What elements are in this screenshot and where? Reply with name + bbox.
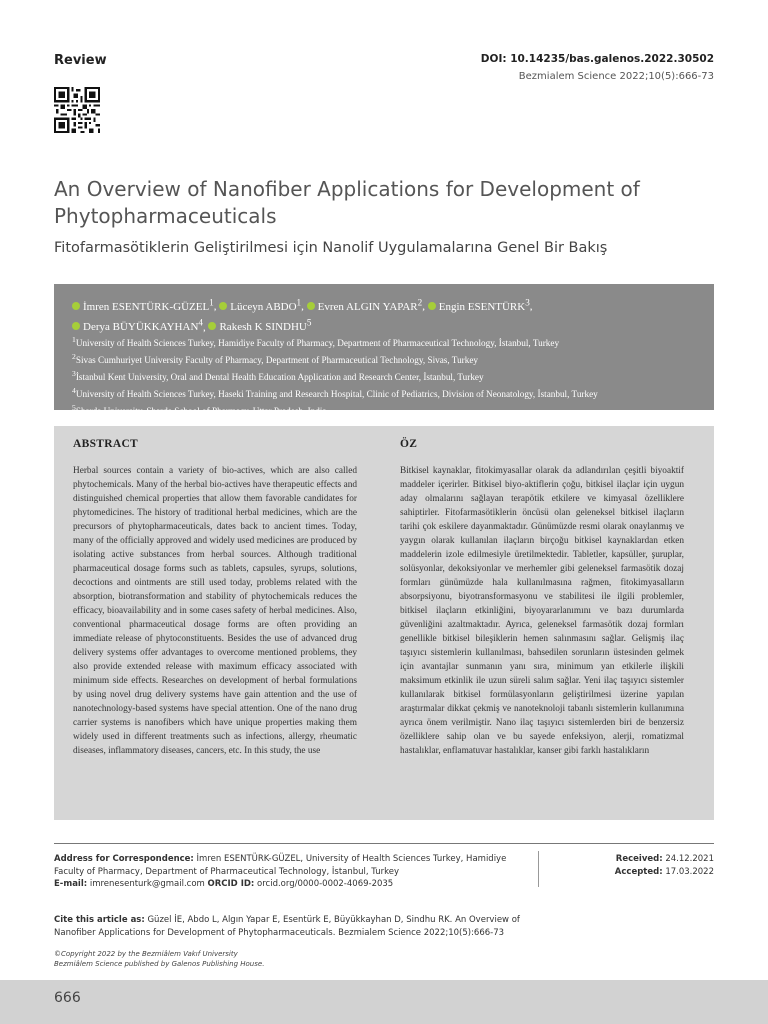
qr-code-icon — [54, 87, 100, 133]
authors-panel — [54, 284, 714, 417]
author[interactable]: İmren ESENTÜRK-GÜZEL$^1$ — [72, 301, 214, 313]
received-label: Received: — [615, 854, 663, 864]
copyright-notice: ©Copyright 2022 by the Bezmiâlem Vakıf University Bezmiâlem Science published by Galenos Publishing House. — [54, 950, 265, 968]
oz-heading: ÖZ — [400, 438, 418, 450]
divider-vertical — [538, 851, 539, 887]
citation-block — [54, 914, 524, 939]
page-number: 666 — [54, 990, 81, 1006]
citation-text: Güzel İE, Abdo L, Algın Yapar E, Esentürk E, Büyükkayhan D, Sindhu RK. An Overview of Nanofiber Applications for Development of Phytopharmaceuticals. Bezmialem Science 2022;10(5):666-73 — [54, 915, 520, 938]
author[interactable]: Derya BÜYÜKKAYHAN$^4$ — [72, 321, 203, 333]
abstract-panel — [54, 426, 714, 820]
email-link[interactable]: imrenesenturk@gmail.com — [89, 879, 205, 889]
orcid-icon[interactable] — [72, 322, 80, 330]
doi[interactable]: DOI: 10.14235/bas.galenos.2022.30502 — [480, 53, 714, 65]
author[interactable]: Engin ESENTÜRK$^3$ — [428, 301, 530, 313]
abstract-turkish — [400, 438, 684, 758]
divider — [54, 843, 714, 844]
journal-reference: Bezmialem Science 2022;10(5):666-73 — [518, 71, 714, 82]
abstract-heading: ABSTRACT — [73, 438, 139, 450]
email-label: E-mail: — [54, 879, 88, 889]
abstract-text: Herbal sources contain a variety of bio-actives, which are also called phytochemicals. Many of the herbal bio-actives have therapeutic effects and distinguished chemical properties that allow them favorable candidates for phytomedicines. The history of traditional herbal medicines, which are the precursors of phytopharmaceuticals, dates back to ancient times. Today, many of the officially approved and widely used medicines are produced by isolating active substances from herbal sources. Although traditional pharmaceutical dosage forms such as tablets, capsules, syrups, solutions, decoctions and ointments are still used today, problems related with the absorption, biotransformation and stability of phytochemicals reduces the efficacy, bioavailability and in some cases safety of herbal medicines. Also, conventional pharmaceutical dosage forms are often providing an immediate release of phytoconstituents. Besides the use of advanced drug delivery systems offer advantages to overcome mentioned problems, they also provide extended release with maximum efficacy associated with minimum side effects. Researches on development of herbal formulations by using novel drug delivery systems have gain attention and the use of nanotechnology-based systems have special attention. One of the nano drug carrier systems is nanofibers which have unique properties making them widely used in different treatments such as infections, allergy, rheumatic diseases, inflammatory diseases, cancers, etc. In this study, the use — [73, 466, 357, 756]
author[interactable]: Evren ALGIN YAPAR$^2$ — [307, 301, 423, 313]
orcid-icon[interactable] — [219, 302, 227, 310]
affiliation: $^3$İstanbul Kent University, Oral and Dental Health Education Application and Research Center, İstanbul, Turkey — [72, 369, 484, 383]
orcid-icon[interactable] — [72, 302, 80, 310]
orcid-link[interactable]: orcid.org/0000-0002-4069-2035 — [257, 879, 394, 889]
affiliation: $^1$University of Health Sciences Turkey, Hamidiye Faculty of Pharmacy, Department of Pharmaceutical Technology, İstanbul, Turkey — [72, 335, 560, 349]
received-date: 24.12.2021 — [665, 854, 714, 864]
author[interactable]: Lüceyn ABDO$^1$ — [219, 301, 301, 313]
affiliation: $^5$Sharda University, Sharda School of Pharmacy, Uttar Pradesh, India — [72, 403, 327, 417]
orcid-icon[interactable] — [428, 302, 436, 310]
author-list: İmren ESENTÜRK-GÜZEL$^1$, Lüceyn ABDO$^1$, Evren ALGIN YAPAR$^2$, Engin ESENTÜRK$^3$, Derya BÜYÜKKAYHAN$^4$, Rakesh K SINDHU$^5$ — [72, 294, 702, 335]
affiliation: $^2$Sivas Cumhuriyet University Faculty of Pharmacy, Department of Pharmaceutical Technology, Sivas, Turkey — [72, 352, 478, 366]
oz-text: Bitkisel kaynaklar, fitokimyasallar olarak da adlandırılan çeşitli biyoaktif maddeler içerirler. Bitkisel biyo-aktiflerin çoğu, bitkisel ilaçlar için uygun aday olmalarını sağlayan terapötik etkilere ve kimyasal özelliklere sahiptirler. Fitofarmasötiklerin öncüsü olan geleneksel bitkisel ilaçların tarihi çok eskilere dayanmaktadır. Günümüzde resmi olarak onaylanmış ve yaygın olarak kullanılan ilaçların birçoğu bitkisel kaynaklardan etken maddelerin izole edilmesiyle üretilmektedir. Tabletler, kapsüller, şuruplar, solüsyonlar, dekoksiyonlar ve merhemler gibi geleneksel farmasötik dozaj formları günümüzde hala kullanılmasına rağmen, fitokimyasalların absorpsiyonu, biyotransformasyonu ve stabilitesi ile ilgili problemler, bitkisel ilaçların etkinliğini, biyoyararlanımını ve bazı durumlarda güvenliğini azaltmaktadır. Ayrıca, geleneksel farmasötik dozaj formları genellikle bitkisel bileşiklerin hemen salınmasını sağlar. Gelişmiş ilaç taşıyıcı sistemlerin kullanılması, bahsedilen sorunların üstesinden gelmek için avantajlar sunmanın yanı sıra, minimum yan etkilerle ilişkili maksimum etkinlik ile uzun süreli salım sağlar. Yeni ilaç taşıyıcı sistemler kullanılarak bitkisel formülasyonların geliştirilmesi üzerine yapılan araştırmalar dikkat çekmiş ve nanoteknoloji tabanlı sistemlerin kullanımına ayrıca önem verilmiştir. Nano ilaç taşıyıcı sistemlerden biri de benzersiz özelliklere sahip olan ve bu sayede enfeksiyon, alerji, romatizmal hastalıklar, enflamatuvar hastalıklar, kanser gibi farklı hastalıkların — [400, 466, 684, 756]
citation-label: Cite this article as: — [54, 915, 145, 925]
abstract-english — [73, 438, 357, 758]
correspondence-label: Address for Correspondence: — [54, 854, 194, 864]
accepted-date: 17.03.2022 — [665, 866, 714, 877]
correspondence-block — [54, 853, 524, 891]
dates-block — [615, 853, 714, 878]
orcid-label: ORCID ID: — [207, 879, 255, 889]
orcid-icon[interactable] — [208, 322, 216, 330]
article-title-turkish: Fitofarmasötiklerin Geliştirilmesi için Nanolif Uygulamalarına Genel Bir Bakış — [54, 240, 608, 256]
accepted-label: Accepted: — [614, 866, 663, 877]
affiliation-list — [72, 333, 708, 418]
article-type-label: Review — [54, 53, 107, 68]
correspondence-address: İmren ESENTÜRK-GÜZEL, University of Health Sciences Turkey, Hamidiye Faculty of Pharmacy, Department of Pharmaceutical Technology, İstanbul, Turkey — [54, 854, 507, 877]
affiliation: $^4$University of Health Sciences Turkey, Haseki Training and Research Hospital, Clinic of Pediatrics, Division of Neonatology, İstanbul, Turkey — [72, 386, 598, 400]
page-footer — [0, 980, 768, 1024]
author[interactable]: Rakesh K SINDHU$^5$ — [208, 321, 311, 333]
orcid-icon[interactable] — [307, 302, 315, 310]
article-title-english: An Overview of Nanofiber Applications for Development of Phytopharmaceuticals — [54, 177, 640, 228]
